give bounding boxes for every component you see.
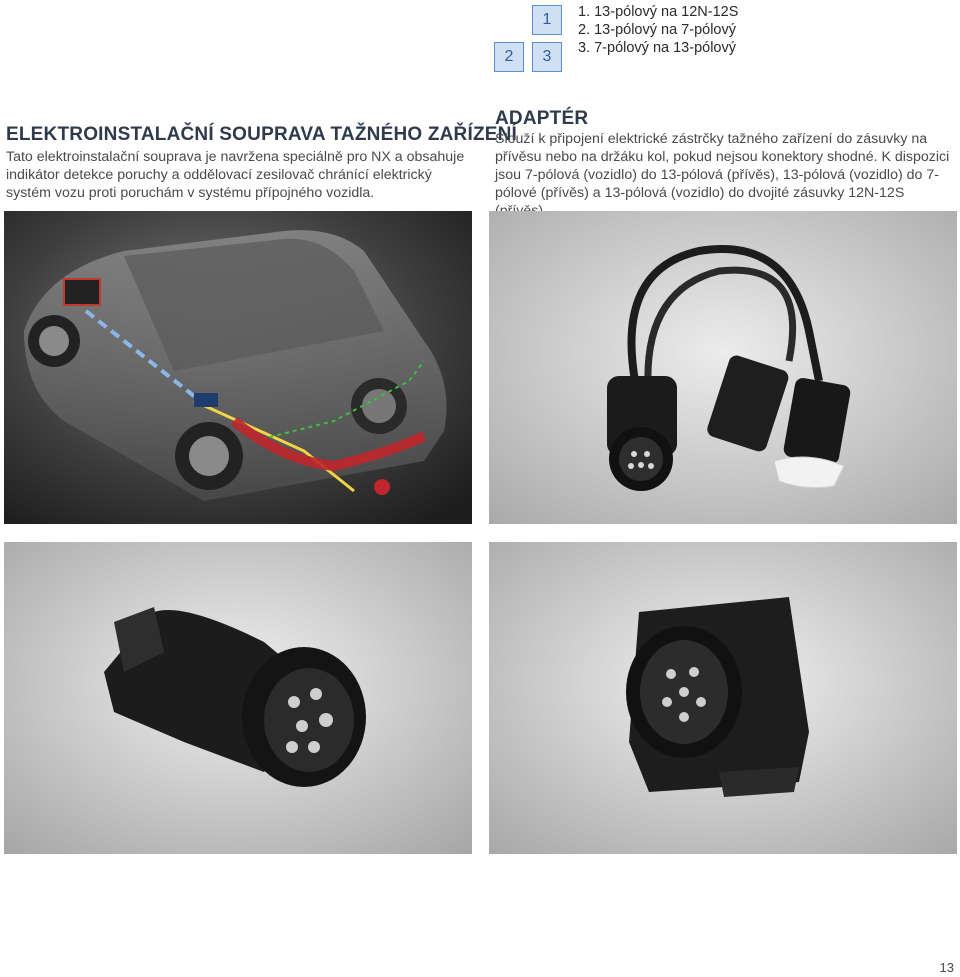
legend-item-2: 2. 13-pólový na 7-pólový — [578, 22, 736, 38]
legend-item-1: 1. 13-pólový na 12N-12S — [578, 4, 739, 20]
plug-13-pin-photo — [4, 542, 472, 854]
legend-box-1: 1 — [532, 5, 562, 35]
legend-item-3: 3. 7-pólový na 13-pólový — [578, 40, 736, 56]
legend-box-2: 2 — [494, 42, 524, 72]
section-title-wiring-kit: ELEKTROINSTALAČNÍ SOUPRAVA TAŽNÉHO ZAŘÍZENÍ — [6, 124, 518, 145]
adapter-cable-photo — [489, 211, 957, 524]
legend-list — [578, 3, 738, 57]
legend-box-3: 3 — [532, 42, 562, 72]
page-number: 13 — [939, 960, 954, 975]
section-text-wiring-kit: Tato elektroinstalační souprava je navržena speciálně pro NX a obsahuje indikátor detekce poruchy a oddělovací zesilovač chránící elektrický systém vozu proti poruchám v systému přípojného vozidla. — [6, 149, 465, 201]
socket-13-pin-photo — [489, 542, 957, 854]
wiring-kit-car-photo — [4, 211, 472, 524]
section-text-adapter: Slouží k připojení elektrické zástrčky tažného zařízení do zásuvky na přívěsu nebo na držáku kol, pokud nejsou konektory shodné. K dispozici jsou 7-pólová (vozidlo) do 13-pólová (přívěs), 13-pólová (vozidlo) do 7-pólové (přívěs) a 13-pólová (vozidlo) do dvojité zásuvky 12N-12S — [495, 131, 950, 201]
section-title-adapter: ADAPTÉR — [495, 108, 589, 129]
